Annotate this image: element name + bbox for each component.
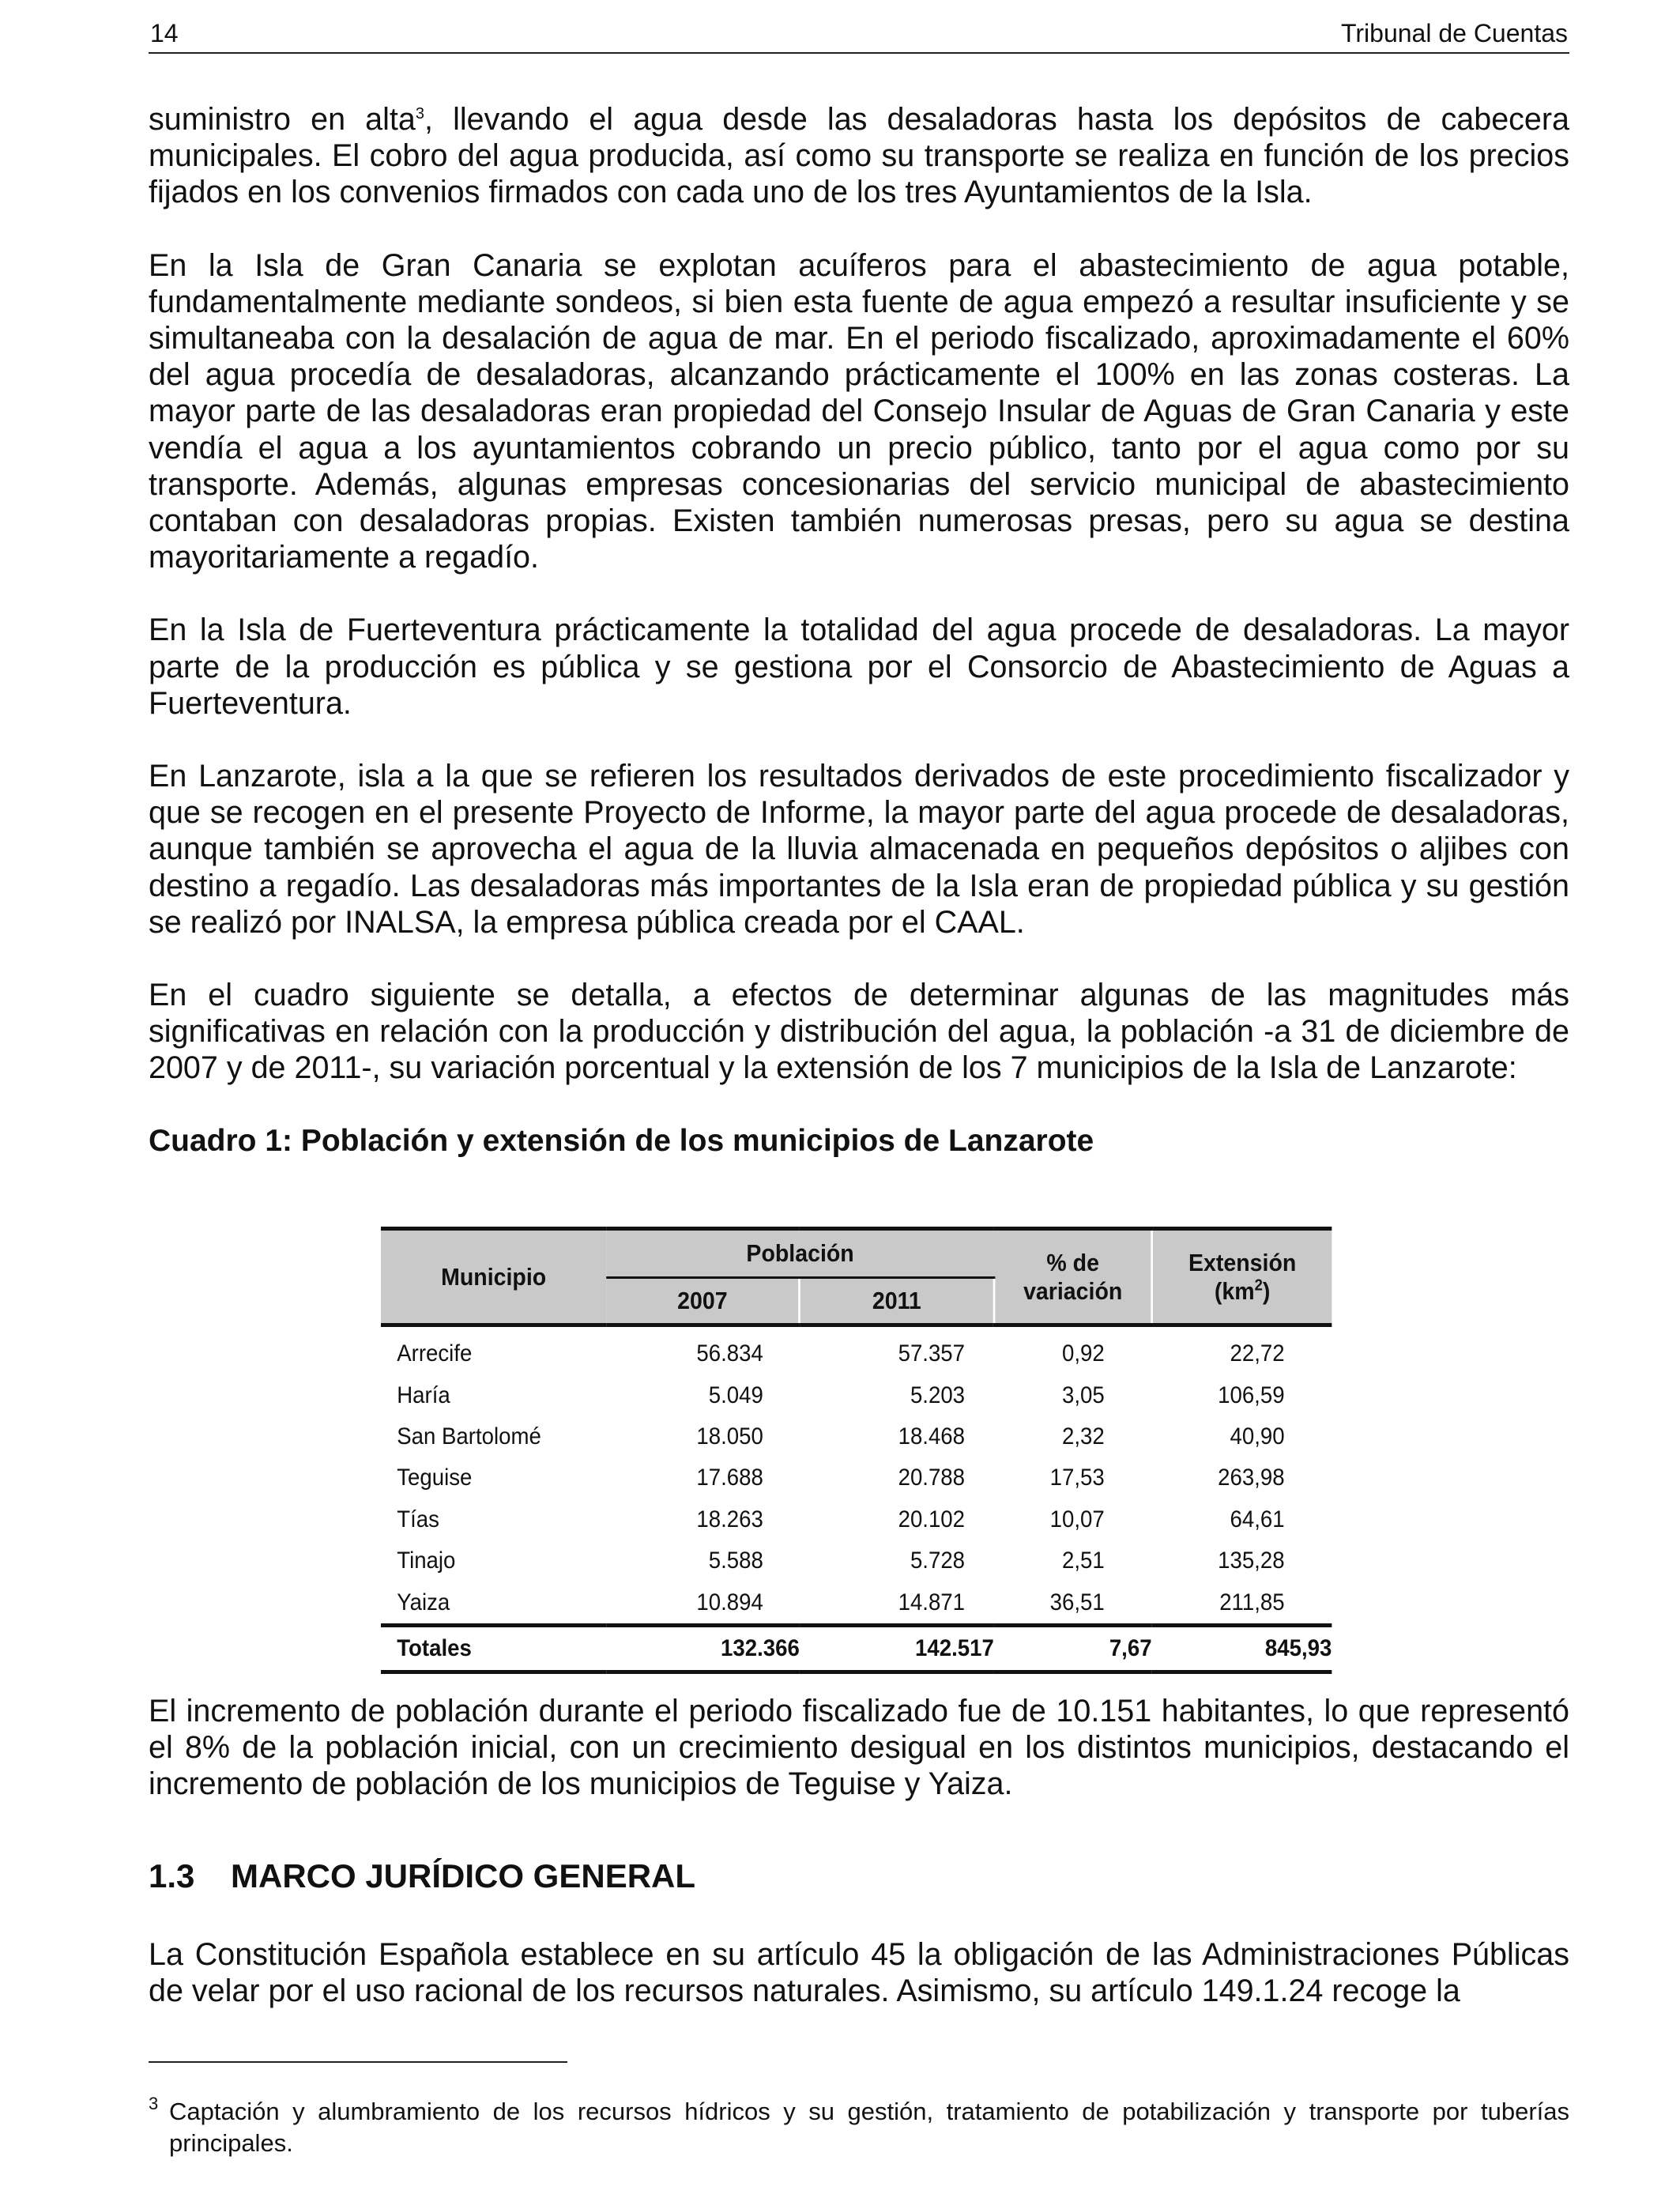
- paragraph-1-start: suministro en alta: [149, 102, 416, 137]
- totals-extension: 845,93: [1152, 1625, 1332, 1672]
- paragraph-2: En la Isla de Gran Canaria se explotan acuíferos para el abastecimiento de agua potable, fundamentalmente mediante sondeos, si bien esta fuente de agua empezó a resultar insuficiente y se simultaneaba con la desalación de agua de mar. En el periodo fiscalizado, aproximadamente el 60% del agua procedía de desaladoras, alcanzando prácticamente el 100% en las zonas costeras. La mayor parte de las desaladoras eran propiedad del Consejo Insular de Aguas de Gran Canaria y este vendía el agua a los ayuntamientos cobrando un precio público, tanto por el agua como por su transporte. Además, algunas empresas concesionarias del servicio municipal de abastecimiento contaban con desaladoras propias. Existen también numerosas presas, pero su agua se destina mayoritariamente a regadío.: [149, 247, 1569, 575]
- header-2007: 2007: [606, 1278, 800, 1325]
- page-header: [149, 17, 1569, 54]
- cell-2011: 14.871: [898, 1589, 966, 1615]
- footnote-divider: [149, 2061, 567, 2063]
- totals-variacion: 7,67: [994, 1625, 1152, 1672]
- section-heading: [149, 1857, 695, 1895]
- paragraph-5: En el cuadro siguiente se detalla, a efectos de determinar algunas de las magnitudes más significativas en relación con la producción y distribución del agua, la población -a 31 de diciembre de 2007 y de 2011-, su variación porcentual y la extensión de los 7 municipios de la Isla de Lanzarote:: [149, 978, 1569, 1086]
- section-number: 1.3: [149, 1857, 195, 1894]
- footnote-text: Captación y alumbramiento de los recursos hídricos y su gestión, tratamiento de potabilización y transporte por tuberías principales.: [169, 2098, 1569, 2157]
- cell-variacion: 2,32: [1062, 1423, 1105, 1449]
- cell-extension: 40,90: [1230, 1423, 1285, 1449]
- header-extension: [1152, 1229, 1332, 1325]
- cell-municipio: Teguise: [397, 1465, 473, 1491]
- cell-municipio: Haría: [397, 1382, 450, 1408]
- table-row: [381, 1499, 1332, 1540]
- header-poblacion: Población: [606, 1229, 993, 1278]
- header-municipio: Municipio: [381, 1229, 606, 1325]
- header-variacion: [994, 1229, 1152, 1325]
- cell-2007: 5.588: [708, 1547, 763, 1574]
- cell-variacion: 0,92: [1062, 1340, 1105, 1367]
- header-extension-unit-exp: 2: [1254, 1276, 1263, 1295]
- cell-2011: 20.788: [898, 1465, 966, 1491]
- table-row: [381, 1457, 1332, 1498]
- paragraph-6: El incremento de población durante el periodo fiscalizado fue de 10.151 habitantes, lo que representó el 8% de la población inicial, con un crecimiento desigual en los distintos municipios, destacando el incremento de población de los municipios de Teguise y Yaiza.: [149, 1694, 1569, 1802]
- table-row: [381, 1416, 1332, 1457]
- paragraph-4: En Lanzarote, isla a la que se refieren los resultados derivados de este procedimiento fiscalizador y que se recogen en el presente Proyecto de Informe, la mayor parte del agua procede de desaladoras, aunque también se aprovecha el agua de la lluvia almacenada en pequeños depósitos o aljibes con destino a regadío. Las desaladoras más importantes de la Isla eran de propiedad pública y su gestión se realizó por INALSA, la empresa pública creada por el CAAL.: [149, 759, 1569, 940]
- after-table-text: [149, 1693, 1569, 1839]
- totals-label: Totales: [381, 1625, 606, 1672]
- cell-municipio: Arrecife: [397, 1340, 473, 1367]
- footnote-ref-3[interactable]: 3: [415, 104, 424, 123]
- header-variacion-line1: % de: [1046, 1248, 1099, 1276]
- paragraph-7: La Constitución Española establece en su artículo 45 la obligación de las Administraciones Públicas de velar por el uso racional de los recursos naturales. Asimismo, su artículo 149.1.24 recoge la: [149, 1937, 1569, 2009]
- footnote-mark: 3: [149, 2094, 159, 2113]
- header-2011: 2011: [800, 1278, 994, 1325]
- cell-extension: 106,59: [1218, 1382, 1285, 1408]
- paragraph-1: [149, 101, 1569, 211]
- table-row: [381, 1325, 1332, 1375]
- header-extension-unit-end: ): [1262, 1276, 1271, 1305]
- cell-variacion: 10,07: [1049, 1506, 1105, 1532]
- table-row: [381, 1374, 1332, 1416]
- population-table-wrapper: [381, 1227, 1332, 1674]
- cell-extension: 211,85: [1219, 1589, 1285, 1615]
- totals-2007: 132.366: [606, 1625, 800, 1672]
- header-extension-line1: Extensión: [1188, 1248, 1297, 1276]
- cell-2011: 5.728: [910, 1547, 966, 1574]
- cell-2007: 56.834: [696, 1340, 763, 1367]
- table-caption: Cuadro 1: Población y extensión de los municipios de Lanzarote: [149, 1123, 1094, 1158]
- paragraph-1-rest: , llevando el agua desde las desaladoras hasta los depósitos de cabecera municipales. El cobro del agua producida, así como su transporte se realiza en función de los precios fijados en los convenios firmados con cada uno de los tres Ayuntamientos de la Isla.: [149, 102, 1569, 210]
- totals-2011: 142.517: [800, 1625, 994, 1672]
- table-row: [381, 1540, 1332, 1581]
- cell-extension: 135,28: [1218, 1547, 1285, 1574]
- cell-variacion: 2,51: [1062, 1547, 1105, 1574]
- cell-variacion: 17,53: [1049, 1465, 1105, 1491]
- cell-2007: 10.894: [696, 1589, 763, 1615]
- cell-2011: 18.468: [898, 1423, 966, 1449]
- section-title: MARCO JURÍDICO GENERAL: [231, 1857, 696, 1894]
- population-table: [381, 1227, 1332, 1674]
- page-number: 14: [150, 19, 179, 47]
- cell-2011: 57.357: [898, 1340, 966, 1367]
- body-text: [149, 101, 1569, 1196]
- cell-2007: 5.049: [708, 1382, 763, 1408]
- header-organization: Tribunal de Cuentas: [1341, 19, 1568, 47]
- header-extension-unit: (km: [1214, 1276, 1255, 1305]
- cell-municipio: San Bartolomé: [397, 1423, 541, 1449]
- section-text: [149, 1936, 1569, 2009]
- table-row: [381, 1581, 1332, 1625]
- header-variacion-line2: variación: [1023, 1276, 1123, 1305]
- cell-2007: 18.263: [696, 1506, 763, 1532]
- cell-variacion: 3,05: [1062, 1382, 1105, 1408]
- cell-extension: 22,72: [1230, 1340, 1285, 1367]
- totals-row: [381, 1625, 1332, 1672]
- cell-extension: 64,61: [1230, 1506, 1285, 1532]
- cell-municipio: Tías: [397, 1506, 439, 1532]
- cell-2011: 20.102: [898, 1506, 966, 1532]
- cell-variacion: 36,51: [1049, 1589, 1105, 1615]
- cell-municipio: Yaiza: [397, 1589, 450, 1615]
- cell-2007: 17.688: [696, 1465, 763, 1491]
- paragraph-3: En la Isla de Fuerteventura prácticamente la totalidad del agua procede de desaladoras. La mayor parte de la producción es pública y se gestiona por el Consorcio de Abastecimiento de Aguas a Fuerteventura.: [149, 613, 1569, 721]
- cell-2007: 18.050: [696, 1423, 763, 1449]
- cell-municipio: Tinajo: [397, 1547, 456, 1574]
- footnote-3: [149, 2096, 1569, 2159]
- cell-2011: 5.203: [910, 1382, 966, 1408]
- cell-extension: 263,98: [1218, 1465, 1285, 1491]
